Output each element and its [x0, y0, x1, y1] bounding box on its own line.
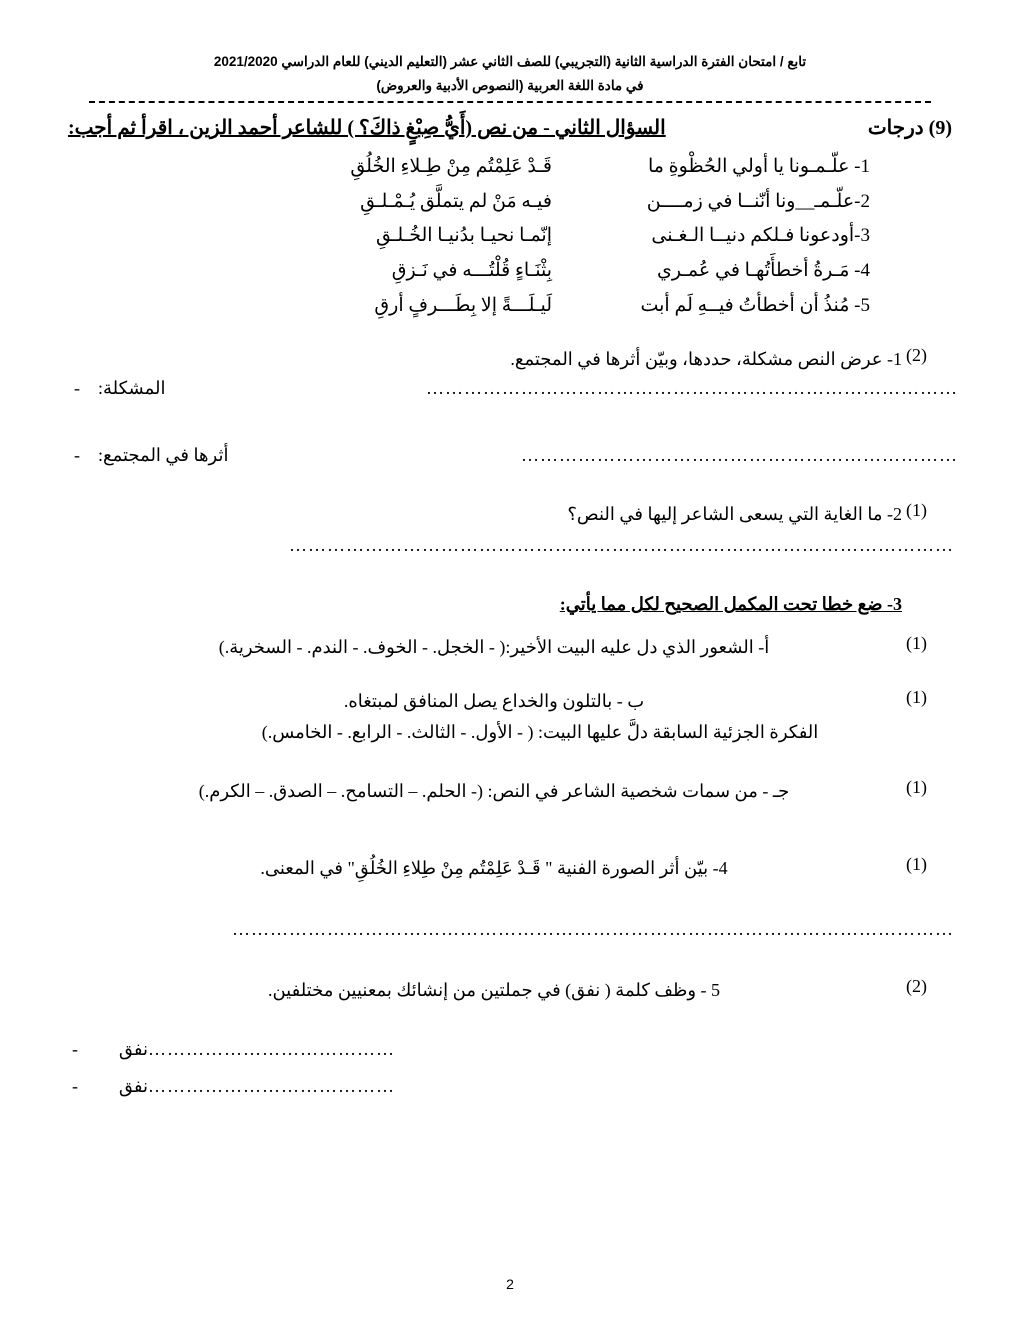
question-2-mark: (1)	[906, 499, 927, 520]
verse-hemistich-a: 2-علّـمـ__ونا أنّنــا في زمــــن	[646, 190, 870, 212]
answer-line-impact[interactable]	[62, 445, 958, 466]
poem-verse	[150, 254, 870, 289]
question-title: السؤال الثاني - من نص (أَيُّ صِبْغٍ ذاكَ؟ ) للشاعر أحمد الزين ، اقرأ ثم أجب:	[68, 117, 666, 140]
question-3	[62, 590, 958, 619]
mcq-c[interactable]	[62, 777, 958, 806]
answer-label-problem: المشكلة:	[98, 377, 166, 398]
mcq-c-mark: (1)	[906, 777, 927, 798]
verse-hemistich-b: فيـه مَنْ لم يتملَّق يُـمْـلـقِ	[360, 190, 552, 212]
answer-dots-nafaq-2[interactable]: …………………………………	[148, 1075, 395, 1096]
bullet-dash: -	[72, 1075, 78, 1096]
question-5-text: 5 - وظف كلمة ( نفق) في جملتين من إنشائك بمعنيين مختلفين.	[267, 979, 721, 1000]
answer-line-problem[interactable]	[62, 378, 958, 399]
bullet-dash: -	[74, 444, 80, 465]
question-2	[62, 500, 958, 529]
verse-hemistich-b: لَيـلَـــةً إلا بِطَـــرفٍ أرقِ	[374, 294, 552, 316]
verse-hemistich-a: 4- مَـرةُ أخطأَتُهـا في عُمـري	[657, 259, 870, 281]
answer-dots[interactable]: ……………………………………………………………	[521, 444, 958, 465]
mcq-a-text[interactable]: أ- الشعور الذي دل عليه البيت الأخير:( - الخجل. - الخوف. - الندم. - السخرية.)	[218, 636, 770, 657]
question-1-text: 1- عرض النص مشكلة، حددها، وبيّن أثرها في المجتمع.	[510, 349, 902, 370]
question-title-row	[62, 115, 958, 140]
bullet-dash: -	[72, 1038, 78, 1059]
question-5	[62, 976, 958, 1005]
question-4	[62, 854, 958, 883]
mcq-b-mark: (1)	[906, 687, 927, 708]
answer-label-impact: أثرها في المجتمع:	[98, 444, 229, 465]
question-3-text: 3- ضع خطا تحت المكمل الصحيح لكل مما يأتي:	[559, 593, 902, 614]
poem-verse	[150, 219, 870, 254]
verse-hemistich-b: قَـدْ عَلِمْتُم مِنْ طِـلاءِ الخُلُقِ	[350, 156, 552, 178]
poem-verse	[150, 185, 870, 220]
question-2-text: 2- ما الغاية التي يسعى الشاعر إليها في النص؟	[567, 503, 902, 524]
mcq-b[interactable]	[62, 687, 958, 716]
verse-hemistich-a: 1- علّـمـونا يا أولي الحُظْوةِ ما	[647, 156, 870, 178]
answer-dots-nafaq-1[interactable]: …………………………………	[148, 1038, 395, 1059]
bullet-dash: -	[74, 377, 80, 398]
answer-line-nafaq-1[interactable]	[62, 1039, 958, 1060]
mcq-a[interactable]	[62, 633, 958, 662]
nafaq-word-2: نفق	[118, 1075, 148, 1096]
poem-verse	[150, 289, 870, 324]
header-line-1: تابع / امتحان الفترة الدراسية الثانية (التجريبي) للصف الثاني عشر (التعليم الديني) للعام الدراسي 2021/2020	[213, 54, 807, 69]
mcq-b-text[interactable]: ب - بالتلون والخداع يصل المنافق لمبتغاه.	[343, 691, 645, 712]
answer-dots[interactable]: …………………………………………………………………………	[426, 377, 958, 398]
answer-dots-q4[interactable]: ……………………………………………………………………………………………………	[232, 918, 954, 939]
question-5-mark: (2)	[906, 975, 927, 996]
poem-verse	[150, 150, 870, 185]
poem-block	[150, 150, 870, 323]
answer-dots-q2[interactable]: ……………………………………………………………………………………………	[289, 534, 954, 555]
question-4-mark: (1)	[906, 853, 927, 874]
verse-hemistich-a: 3-أودعونا فـلكم دنيــا الـغـنى	[651, 225, 870, 247]
mcq-b-options[interactable]: الفكرة الجزئية السابقة دلَّ عليها البيت: ( - الأول. - الثالث. - الرابع. - الخامس.)	[261, 722, 819, 743]
divider	[89, 101, 931, 103]
verse-hemistich-b: إنّمـا نحيـا بدُنيـا الخُـلـقِ	[375, 225, 552, 247]
header-line-2: في مادة اللغة العربية (النصوص الأدبية والعروض)	[376, 77, 644, 93]
page-number: 2	[506, 1276, 514, 1292]
verse-hemistich-b: بِثْنَـاءٍ قُلْتُـــه في نَـزقِ	[391, 259, 552, 281]
document-header	[98, 50, 922, 97]
question-4-text: 4- بيّن أثر الصورة الفنية " قَـدْ عَلِمْتُم مِنْ طِلاءِ الخُلُقِ" في المعنى.	[260, 857, 728, 878]
answer-line-nafaq-2[interactable]	[62, 1076, 958, 1097]
question-marks: (9) درجات	[867, 117, 952, 140]
question-1	[62, 345, 958, 374]
mcq-c-text[interactable]: جـ - من سمات شخصية الشاعر في النص: (- الحلم. – التسامح. – الصدق. – الكرم.)	[198, 781, 790, 802]
mcq-a-mark: (1)	[906, 632, 927, 653]
verse-hemistich-a: 5- مُنذُ أن أخطأتُ فيــهِ لَم أبت	[640, 294, 870, 316]
nafaq-word-1: نفق	[118, 1038, 148, 1059]
question-1-mark: (2)	[906, 345, 927, 366]
